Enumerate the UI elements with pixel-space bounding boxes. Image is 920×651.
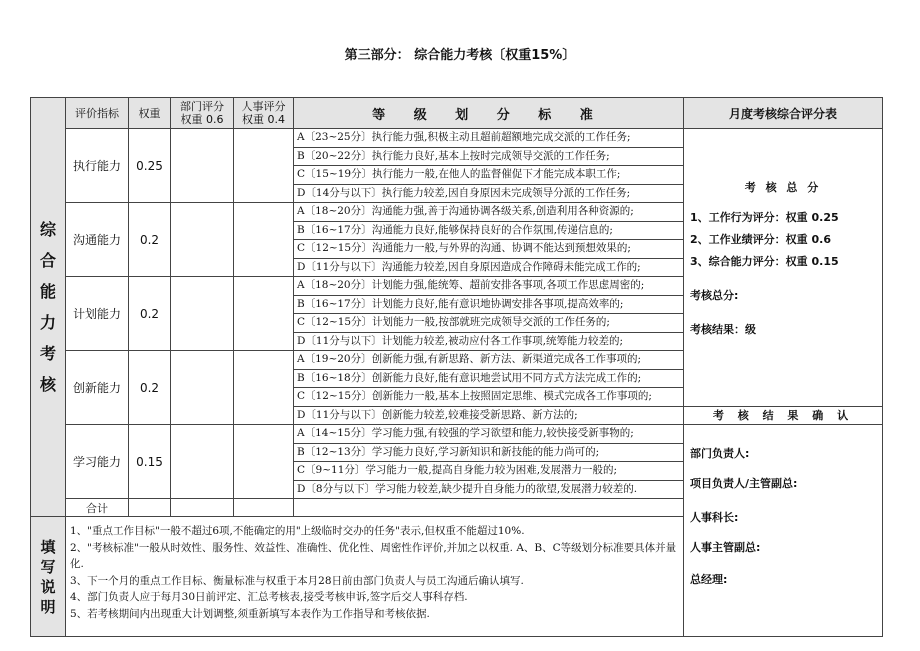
fill-label: [40, 537, 55, 617]
total-weight-cell: [129, 499, 171, 517]
criteria-text: C〔12~15分〕计划能力一般,按部就班完成领导交派的工作任务的;: [294, 314, 684, 333]
signature-label: 人事主管副总:: [690, 541, 761, 554]
fill-label-char: 明: [40, 597, 56, 616]
section-label-cell: [31, 98, 66, 517]
indicator-weight: 0.2: [129, 277, 171, 351]
summary-cell: [684, 129, 883, 407]
hr-score-cell[interactable]: [234, 351, 294, 425]
assessment-table: [30, 97, 883, 637]
header-dept-weight: 权重 0.6: [180, 113, 224, 126]
indicator-name: 计划能力: [66, 277, 129, 351]
criteria-text: C〔12~15分〕创新能力一般,基本上按照固定思维、模式完成各工作事项的;: [294, 388, 684, 407]
header-hr-score: [234, 98, 294, 129]
criteria-text: C〔15~19分〕执行能力一般,在他人的监督催促下才能完成本职工作;: [294, 166, 684, 185]
criteria-text: A〔18~20分〕沟通能力强,善于沟通协调各级关系,创造利用各种资源的;: [294, 203, 684, 222]
indicator-weight: 0.25: [129, 129, 171, 203]
section-label-char: 核: [39, 375, 56, 394]
criteria-text: D〔11分与以下〕创新能力较差,较难接受新思路、新方法的;: [294, 406, 684, 425]
criteria-text: B〔20~22分〕执行能力良好,基本上按时完成领导交派的工作任务;: [294, 147, 684, 166]
note-line: 2、"考核标准"一般从时效性、服务性、效益性、准确性、优化性、周密性作评价,并加之以权重. A、B、C等级划分标准要具体并量化.: [70, 541, 677, 570]
indicator-name: 执行能力: [66, 129, 129, 203]
table-header-row: [31, 98, 883, 129]
criteria-text: B〔12~13分〕学习能力良好,学习新知识和新技能的能力尚可的;: [294, 443, 684, 462]
criteria-row: [31, 129, 883, 148]
dept-score-cell[interactable]: [171, 277, 234, 351]
hr-score-cell[interactable]: [234, 129, 294, 203]
summary-line: 1、工作行为评分：权重 0.25: [690, 211, 839, 224]
signature-label: 项目负责人/主管副总:: [690, 477, 798, 490]
note-line: 5、若考核期间内出现重大计划调整,须重新填写本表作为工作指导和考核依据.: [70, 607, 430, 620]
signature-label: 人事科长:: [690, 511, 739, 524]
indicator-weight: 0.15: [129, 425, 171, 499]
dept-score-cell[interactable]: [171, 425, 234, 499]
criteria-text: A〔19~20分〕创新能力强,有新思路、新方法、新渠道完成各工作事项的;: [294, 351, 684, 370]
signature-cell: [684, 425, 883, 637]
total-criteria-cell: [294, 499, 684, 517]
indicator-name: 创新能力: [66, 351, 129, 425]
header-dept-score: [171, 98, 234, 129]
criteria-text: C〔12~15分〕沟通能力一般,与外界的沟通、协调不能达到预想效果的;: [294, 240, 684, 259]
total-label: 合计: [66, 499, 129, 517]
summary-line: 2、工作业绩评分：权重 0.6: [690, 233, 831, 246]
section-label-char: 力: [39, 313, 56, 332]
signature-label: 部门负责人:: [690, 447, 750, 460]
criteria-text: B〔16~17分〕计划能力良好,能有意识地协调安排各事项,提高效率的;: [294, 295, 684, 314]
header-hr-score-label: 人事评分: [241, 100, 286, 113]
summary-total: 考核总分:: [690, 289, 739, 302]
section-label-char: 能: [39, 282, 56, 301]
header-weight: 权重: [129, 98, 171, 129]
header-hr-weight: 权重 0.4: [242, 113, 285, 126]
fill-label-cell: [31, 517, 66, 637]
summary-result: 考核结果：级: [690, 323, 756, 336]
criteria-text: D〔8分与以下〕学习能力较差,缺少提升自身能力的欲望,发展潜力较差的.: [294, 480, 684, 499]
header-indicator: 评价指标: [66, 98, 129, 129]
header-criteria: 等 级 划 分 标 准: [294, 98, 684, 129]
criteria-text: D〔11分与以下〕计划能力较差,被动应付各工作事项,统筹能力较差的;: [294, 332, 684, 351]
section-label: [40, 214, 56, 400]
criteria-text: A〔23~25分〕执行能力强,积极主动且超前超额地完成交派的工作任务;: [294, 129, 684, 148]
page-title: 第三部分： 综合能力考核〔权重15%〕: [344, 48, 576, 63]
indicator-name: 沟通能力: [66, 203, 129, 277]
total-dept-cell[interactable]: [171, 499, 234, 517]
fill-label-char: 写: [40, 557, 56, 576]
indicator-name: 学习能力: [66, 425, 129, 499]
criteria-text: D〔11分与以下〕沟通能力较差,因自身原因造成合作障碍未能完成工作的;: [294, 258, 684, 277]
indicator-weight: 0.2: [129, 203, 171, 277]
indicator-weight: 0.2: [129, 351, 171, 425]
criteria-text: A〔14~15分〕学习能力强,有较强的学习欲望和能力,较快接受新事物的;: [294, 425, 684, 444]
hr-score-cell[interactable]: [234, 203, 294, 277]
dept-score-cell[interactable]: [171, 203, 234, 277]
hr-score-cell[interactable]: [234, 277, 294, 351]
criteria-text: A〔18~20分〕计划能力强,能统筹、超前安排各事项,各项工作思虑周密的;: [294, 277, 684, 296]
note-line: 4、部门负责人应于每月30日前评定、汇总考核表,接受考核申诉,签字后交人事科存档.: [70, 591, 468, 603]
fill-label-char: 填: [40, 537, 56, 556]
criteria-text: D〔14分与以下〕执行能力较差,因自身原因未完成领导分派的工作任务;: [294, 184, 684, 203]
note-line: 3、下一个月的重点工作目标、衡量标准与权重于本月28日前由部门负责人与员工沟通后确认填写.: [70, 574, 524, 587]
fill-label-char: 说: [40, 577, 56, 596]
signature-label: 总经理:: [690, 573, 728, 586]
header-monthly: 月度考核综合评分表: [684, 98, 883, 129]
dept-score-cell[interactable]: [171, 351, 234, 425]
section-label-char: 综: [39, 220, 56, 239]
header-dept-score-label: 部门评分: [180, 100, 224, 113]
hr-score-cell[interactable]: [234, 425, 294, 499]
criteria-text: B〔16~18分〕创新能力良好,能有意识地尝试用不同方式方法完成工作的;: [294, 369, 684, 388]
dept-score-cell[interactable]: [171, 129, 234, 203]
notes-cell: [66, 517, 684, 637]
section-label-char: 合: [39, 251, 56, 270]
criteria-text: B〔16~17分〕沟通能力良好,能够保持良好的合作氛围,传递信息的;: [294, 221, 684, 240]
note-line: 1、"重点工作目标"一般不超过6项,不能确定的用"上级临时交办的任务"表示,但权重不能超过10%.: [70, 525, 525, 537]
total-hr-cell[interactable]: [234, 499, 294, 517]
summary-line: 3、综合能力评分：权重 0.15: [690, 255, 839, 268]
criteria-text: C〔9~11分〕学习能力一般,提高自身能力较为困难,发展潜力一般的;: [294, 462, 684, 481]
confirm-title: 考 核 结 果 确 认: [684, 406, 883, 425]
summary-title: 考 核 总 分: [744, 181, 822, 194]
section-label-char: 考: [39, 344, 56, 363]
criteria-row: [31, 425, 883, 444]
